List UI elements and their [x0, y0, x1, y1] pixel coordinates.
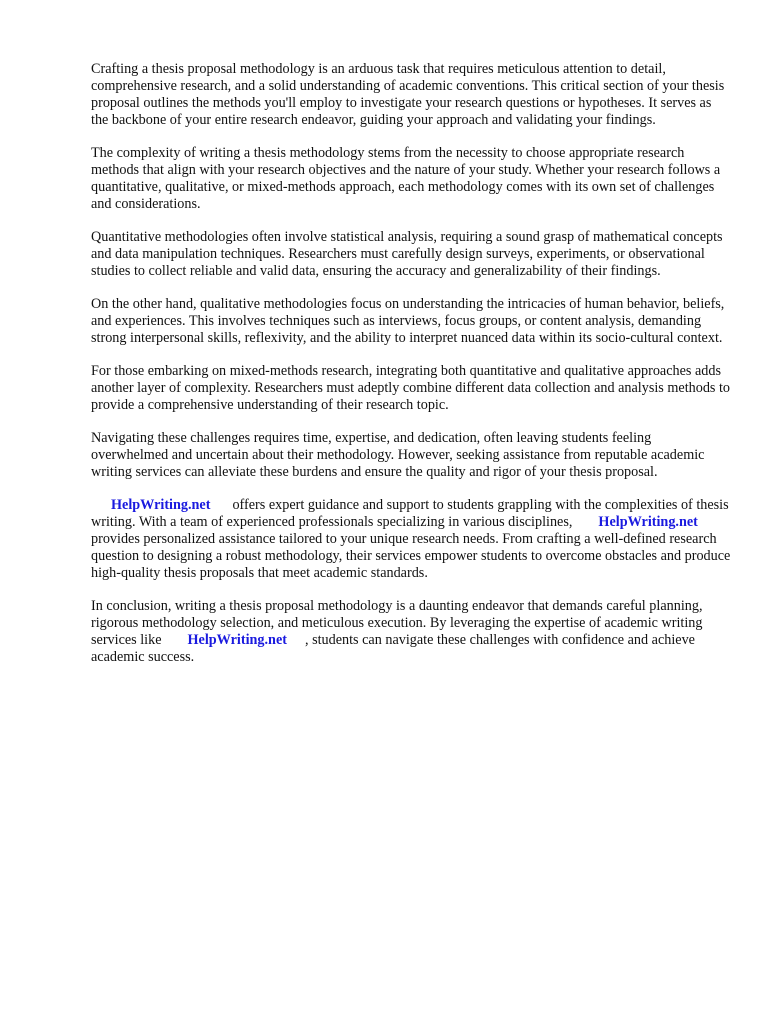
helpwriting-link-3[interactable]: HelpWriting.net: [187, 632, 287, 648]
paragraph-conclusion: [91, 598, 731, 666]
paragraph-mixed-methods: For those embarking on mixed-methods research, integrating both quantitative and qualitative approaches adds another layer of complexity. Researchers must adeptly combine different data collection and analysis methods to provide a comprehensive understanding of their research topic.: [91, 363, 731, 413]
conclusion-text-2: , students can navigate these challenges with confidence and achieve academic success.: [91, 632, 695, 665]
paragraph-intro: Crafting a thesis proposal methodology is an arduous task that requires meticulous attention to detail, comprehensive research, and a solid understanding of academic conventions. This critical section of your thesis proposal outlines the methods you'll employ to investigate your research questions or hypotheses. It serves as the backbone of your entire research endeavor, guiding your approach and validating your findings.: [91, 61, 725, 128]
paragraph-complexity: The complexity of writing a thesis methodology stems from the necessity to choose appropriate research methods that align with your research objectives and the nature of your study. Whether your research follows a quantitative, qualitative, or mixed-methods approach, each methodology comes with its own set of challenges and considerations.: [91, 145, 721, 212]
conclusion-text-1: In conclusion, writing a thesis proposal methodology is a daunting endeavor that demands careful planning, rigorous methodology selection, and meticulous execution. By leveraging the expertise of academic writing services like: [91, 598, 703, 648]
paragraph-offer: [91, 497, 731, 582]
offer-text-2: provides personalized assistance tailored to your unique research needs. From crafting a well-defined research question to designing a robust methodology, their services empower students to overcome obstacles and produce high-quality thesis proposals that meet academic standards.: [91, 531, 731, 581]
paragraph-qualitative: On the other hand, qualitative methodologies focus on understanding the intricacies of human behavior, beliefs, and experiences. This involves techniques such as interviews, focus groups, or content analysis, demanding strong interpersonal skills, reflexivity, and the ability to interpret nuanced data within its socio-cultural context.: [91, 296, 725, 346]
helpwriting-link-2[interactable]: HelpWriting.net: [598, 514, 698, 530]
paragraph-challenges: Navigating these challenges requires time, expertise, and dedication, often leaving students feeling overwhelmed and uncertain about their methodology. However, seeking assistance from reputable academic writing services can alleviate these burdens and ensure the quality and rigor of your thesis proposal.: [91, 430, 705, 480]
helpwriting-link-1[interactable]: HelpWriting.net: [111, 497, 211, 513]
offer-text-1: offers expert guidance and support to students grappling with the complexities of thesis writing. With a team of experienced professionals specializing in various disciplines,: [91, 497, 729, 530]
document-body: [91, 61, 731, 682]
paragraph-quantitative: Quantitative methodologies often involve statistical analysis, requiring a sound grasp of mathematical concepts and data manipulation techniques. Researchers must carefully design surveys, experiments, or observational studies to collect reliable and valid data, ensuring the accuracy and generalizability of their findings.: [91, 229, 723, 279]
